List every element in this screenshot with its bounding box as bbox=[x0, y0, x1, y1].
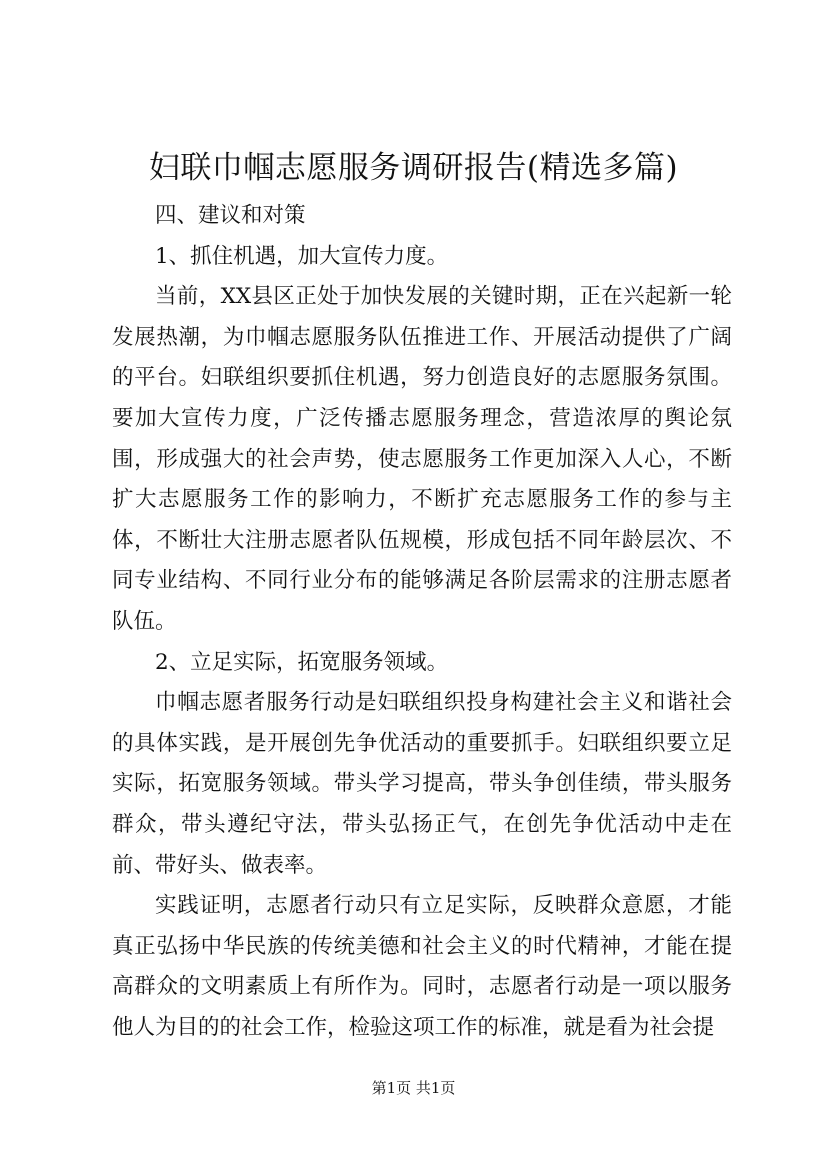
body-paragraph-2: 巾帼志愿者服务行动是妇联组织投身构建社会主义和谐社会的具体实践，是开展创先争优活动的重要抓手。妇联组织要立足实际，拓宽服务领域。带头学习提高，带头争创佳绩，带头服务群众，带头遵纪守法，带头弘扬正气，在创先争优活动中走在前、带好头、做表率。 bbox=[112, 690, 732, 878]
document-body bbox=[112, 196, 732, 1048]
subsection-heading-2: 2、立足实际，拓宽服务领域。 bbox=[155, 649, 449, 675]
body-paragraph-1: 当前，XX县区正处于加快发展的关键时期，正在兴起新一轮发展热潮，为巾帼志愿服务队伍推进工作、开展活动提供了广阔的平台。妇联组织要抓住机遇，努力创造良好的志愿服务氛围。要加大宣传力度，广泛传播志愿服务理念，营造浓厚的舆论氛围，形成强大的社会声势，使志愿服务工作更加深入人心，不断扩大志愿服务工作的影响力，不断扩充志愿服务工作的参与主体，不断壮大注册志愿者队伍规模，形成包括不同年龄层次、不同专业结构、不同行业分布的能够满足各阶层需求的注册志愿者队伍。 bbox=[112, 284, 732, 634]
body-paragraph-3: 实践证明，志愿者行动只有立足实际，反映群众意愿，才能真正弘扬中华民族的传统美德和社会主义的时代精神，才能在提高群众的文明素质上有所作为。同时，志愿者行动是一项以服务他人为目的的社会工作，检验这项工作的标准，就是看为社会提 bbox=[112, 893, 732, 1040]
page-footer: 第1页 共1页 bbox=[371, 1079, 456, 1097]
section-heading: 四、建议和对策 bbox=[155, 203, 306, 228]
document-title: 妇联巾帼志愿服务调研报告(精选多篇) bbox=[148, 150, 679, 186]
subsection-heading-1: 1、抓住机遇，加大宣传力度。 bbox=[155, 243, 449, 269]
